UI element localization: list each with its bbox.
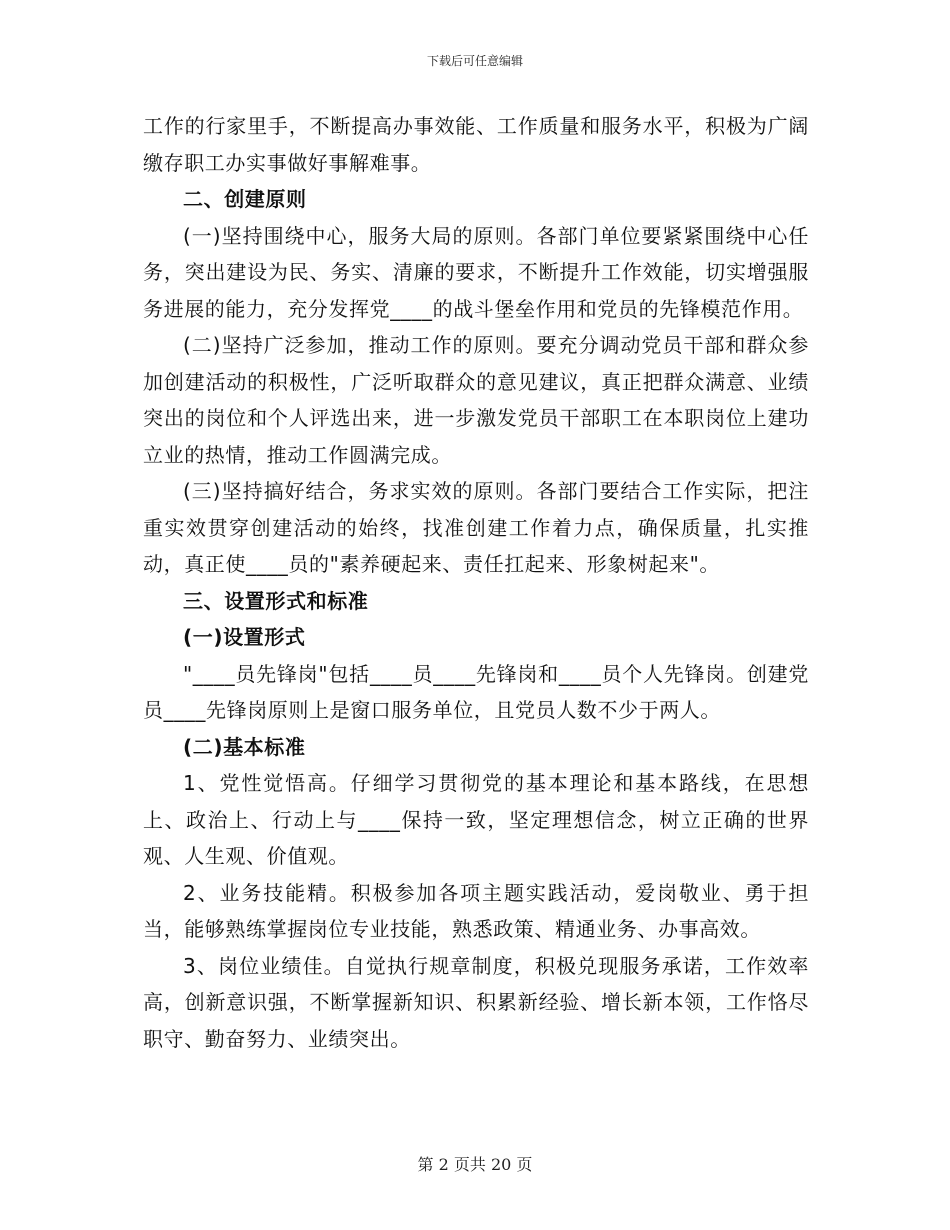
paragraph-continuation: 工作的行家里手，不断提高办事效能、工作质量和服务水平，积极为广阔缴存职工办实事做好事解难事。 bbox=[143, 114, 809, 175]
paragraph-standard-3: 3、岗位业绩佳。自觉执行规章制度，积极兑现服务承诺，工作效率高，创新意识强，不断掌握新知识、积累新经验、增长新本领，工作恪尽职守、勤奋努力、业绩突出。 bbox=[143, 953, 809, 1051]
paragraph-forms: "____员先锋岗"包括____员____先锋岗和____员个人先锋岗。创建党员____先锋岗原则上是窗口服务单位，且党员人数不少于两人。 bbox=[143, 661, 809, 722]
subsection-heading-standards: (二)基本标准 bbox=[183, 734, 306, 759]
page-header-note: 下载后可任意编辑 bbox=[426, 54, 523, 68]
paragraph-principle-3: (三)坚持搞好结合，务求实效的原则。各部门要结合工作实际，把注重实效贯穿创建活动的始终，找准创建工作着力点，确保质量，扎实推动，真正使____员的"素养硬起来、责任扛起来、形象树起来"。 bbox=[143, 479, 809, 576]
section-heading-principles: 二、创建原则 bbox=[183, 187, 307, 211]
paragraph-standard-2: 2、业务技能精。积极参加各项主题实践活动，爱岗敬业、勇于担当，能够熟练掌握岗位专业技能，熟悉政策、精通业务、办事高效。 bbox=[143, 880, 809, 941]
document-body bbox=[143, 108, 809, 1057]
paragraph-principle-2: (二)坚持广泛参加，推动工作的原则。要充分调动党员干部和群众参加创建活动的积极性，广泛听取群众的意见建议，真正把群众满意、业绩突出的岗位和个人评选出来，进一步激发党员干部职工在本职岗位上建功立业的热情，推动工作圆满完成。 bbox=[143, 333, 809, 467]
page-number: 第 2 页共 20 页 bbox=[417, 1155, 533, 1174]
section-heading-forms-standards: 三、设置形式和标准 bbox=[183, 588, 369, 613]
paragraph-standard-1: 1、党性觉悟高。仔细学习贯彻党的基本理论和基本路线，在思想上、政治上、行动上与____保持一致，坚定理想信念，树立正确的世界观、人生观、价值观。 bbox=[143, 771, 809, 868]
subsection-heading-forms: (一)设置形式 bbox=[183, 625, 306, 649]
paragraph-principle-1: (一)坚持围绕中心，服务大局的原则。各部门单位要紧紧围绕中心任务，突出建设为民、务实、清廉的要求，不断提升工作效能，切实增强服务进展的能力，充分发挥党____的战斗堡垒作用和党员的先锋模范作用。 bbox=[143, 223, 809, 321]
